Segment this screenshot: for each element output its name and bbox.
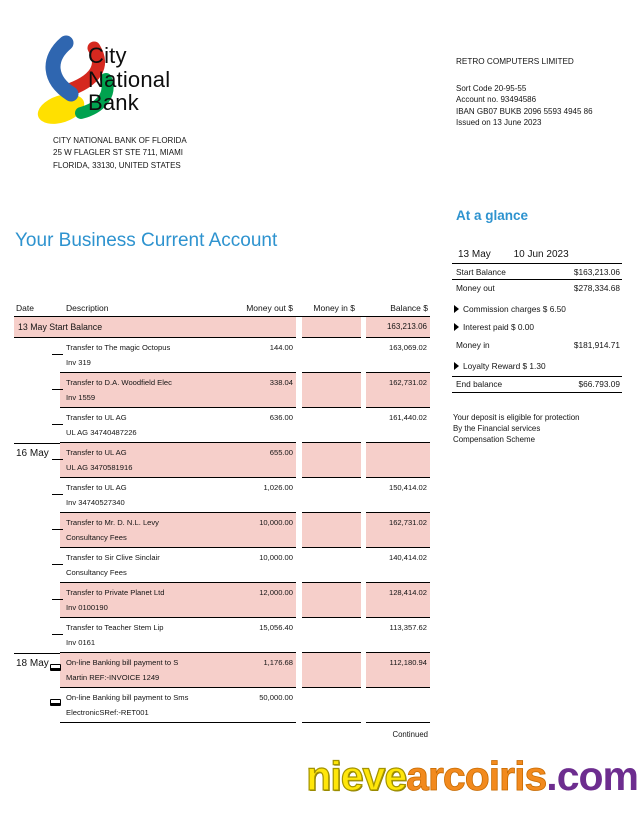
transaction-money-out: 144.00	[269, 343, 293, 352]
issue-date: Issued on 13 June 2023	[456, 118, 542, 128]
transaction-money-in	[302, 373, 361, 408]
period-end: 10 Jun 2023	[513, 249, 569, 260]
deposit-protection-note	[453, 413, 579, 446]
transaction-description-block	[60, 583, 296, 618]
transaction-description: Transfer to Teacher Stem Lip	[66, 623, 164, 632]
transaction-date	[14, 583, 60, 618]
money-out-label: Money out	[456, 282, 495, 293]
transaction-line1	[66, 693, 293, 702]
online-banking-computer-icon	[50, 699, 61, 706]
transaction-description: Transfer to UL AG	[66, 448, 127, 457]
glance-end-balance-row	[452, 376, 622, 393]
transaction-money-out: 12,000.00	[259, 588, 293, 597]
transactions-table	[14, 300, 430, 739]
transaction-money-in	[302, 653, 361, 688]
transaction-description-block	[60, 513, 296, 548]
bank-address-line: FLORIDA, 33130, UNITED STATES	[53, 160, 181, 170]
transaction-balance: 128,414.02	[366, 583, 430, 618]
end-balance-label: End balance	[456, 379, 503, 389]
money-out-value: $278,334.68	[573, 282, 620, 293]
page-title: Your Business Current Account	[15, 230, 278, 251]
transaction-money-in	[302, 583, 361, 618]
end-balance-value: $66.793.09	[578, 379, 620, 389]
transaction-date	[14, 618, 60, 653]
transaction-date	[14, 338, 60, 373]
protection-note-line: By the Financial services	[453, 423, 541, 433]
header-balance: Balance $	[390, 303, 428, 313]
transaction-description: On-line Banking bill payment to Sms	[66, 693, 189, 702]
transaction-balance: 162,731.02	[366, 513, 430, 548]
bank-address-line: CITY NATIONAL BANK OF FLORIDA	[53, 136, 187, 145]
transaction-description: Transfer to Sir Clive Sinclair	[66, 553, 160, 562]
transaction-balance: 112,180.94	[366, 653, 430, 688]
interest-paid-label: Interest paid $ 0.00	[463, 322, 535, 332]
start-money-in-cell	[302, 317, 361, 338]
iban: IBAN GB07 BUKB 2096 5593 4945 86	[456, 106, 593, 116]
watermark-com: .com	[546, 753, 638, 799]
transaction-dash-icon	[52, 634, 63, 635]
transaction-dash-icon	[52, 494, 63, 495]
watermark-nieve: nieve	[306, 753, 407, 799]
transaction-money-out: 338.04	[269, 378, 293, 387]
transaction-balance: 140,414.02	[366, 548, 430, 583]
transaction-description-block	[60, 548, 296, 583]
period-start: 13 May	[458, 249, 491, 260]
transaction-reference: Inv 34740527340	[66, 498, 125, 507]
transaction-money-in	[302, 688, 361, 723]
online-banking-computer-icon	[50, 664, 61, 671]
header-description: Description	[66, 303, 109, 313]
header-money-in: Money in $	[313, 303, 355, 313]
logo-line-1: City	[88, 43, 127, 68]
logo-line-2: National	[88, 66, 171, 92]
start-balance-row	[14, 317, 430, 338]
transactions-body	[14, 338, 430, 723]
transaction-money-out: 655.00	[269, 448, 293, 457]
transaction-date: 16 May	[14, 443, 60, 478]
glance-money-out-row	[452, 280, 622, 295]
transaction-balance: 113,357.62	[366, 618, 430, 653]
transaction-dash-icon	[52, 424, 63, 425]
transaction-dash-icon	[52, 599, 63, 600]
transaction-money-in	[302, 548, 361, 583]
account-number: Account no. 93494586	[456, 95, 537, 105]
statement-period	[452, 249, 622, 264]
transaction-description-block	[60, 688, 296, 723]
protection-note-line: Compensation Scheme	[453, 434, 536, 444]
transaction-money-in	[302, 478, 361, 513]
transaction-money-out: 636.00	[269, 413, 293, 422]
transaction-balance: 163,069.02	[366, 338, 430, 373]
transaction-date	[14, 513, 60, 548]
transaction-money-in	[302, 618, 361, 653]
transaction-money-out: 50,000.00	[259, 693, 293, 702]
transaction-description-block	[60, 618, 296, 653]
start-balance-bar: 13 May Start Balance	[14, 317, 296, 338]
glance-loyalty-row	[454, 361, 622, 371]
transaction-money-in	[302, 443, 361, 478]
money-in-label: Money in	[456, 339, 490, 350]
transaction-description: On-line Banking bill payment to S	[66, 658, 179, 667]
glance-commission-row	[454, 304, 622, 314]
transaction-balance: 161,440.02	[366, 408, 430, 443]
transaction-line1	[66, 623, 293, 632]
transaction-money-out: 10,000.00	[259, 553, 293, 562]
transaction-reference: Inv 319	[66, 358, 91, 367]
at-a-glance-panel	[452, 208, 622, 393]
protection-note-line: Your deposit is eligible for protection	[453, 413, 580, 422]
transaction-description-block	[60, 338, 296, 373]
header-money-out: Money out $	[246, 303, 293, 313]
transaction-line1	[66, 413, 293, 422]
transaction-description-block	[60, 408, 296, 443]
transaction-reference: Inv 0161	[66, 638, 96, 647]
bank-address	[53, 135, 187, 172]
transaction-line1	[66, 378, 293, 387]
transaction-reference: Martin REF:-INVOICE 1249	[66, 673, 160, 682]
transaction-description-block	[60, 478, 296, 513]
header-description-moneyout	[60, 300, 296, 316]
transaction-description-block	[60, 373, 296, 408]
transaction-description: Transfer to D.A. Woodfield Elec	[66, 378, 172, 387]
transaction-money-out: 1,176.68	[263, 658, 293, 667]
bank-logo-wordmark	[88, 44, 170, 115]
sort-code: Sort Code 20-95-55	[456, 84, 527, 93]
glance-money-in-row	[452, 337, 622, 352]
transaction-reference: UL AG 3470581916	[66, 463, 133, 472]
loyalty-reward-label: Loyalty Reward $ 1.30	[463, 360, 546, 371]
transaction-money-out: 15,056.40	[259, 623, 293, 632]
transaction-dash-icon	[52, 529, 63, 530]
transaction-reference: Inv 0100190	[66, 603, 108, 612]
commission-charges-label: Commission charges $ 6.50	[463, 303, 566, 314]
account-holder-name: RETRO COMPUTERS LIMITED	[456, 57, 574, 66]
transaction-dash-icon	[52, 354, 63, 355]
transaction-reference: UL AG 34740487226	[66, 428, 137, 437]
transaction-date	[14, 478, 60, 513]
transaction-date	[14, 373, 60, 408]
table-header-row	[14, 300, 430, 317]
transaction-balance: 162,731.02	[366, 373, 430, 408]
transaction-line1	[66, 483, 293, 492]
transaction-description: Transfer to Private Planet Ltd	[66, 588, 165, 597]
triangle-bullet-icon	[454, 362, 459, 370]
transaction-money-in	[302, 338, 361, 373]
at-a-glance-title: At a glance	[456, 208, 529, 223]
transaction-date	[14, 408, 60, 443]
transaction-line1	[66, 448, 293, 457]
transaction-money-out: 1,026.00	[263, 483, 293, 492]
money-in-value: $181,914.71	[573, 339, 620, 350]
transaction-money-in	[302, 408, 361, 443]
header-date: Date	[16, 303, 34, 313]
transaction-reference: ElectronicSRef:-RET001	[66, 708, 149, 717]
triangle-bullet-icon	[454, 323, 459, 331]
transaction-description: Transfer to The magic Octopus	[66, 343, 171, 352]
transaction-balance: 150,414.02	[366, 478, 430, 513]
watermark-arcoiris: arcoiris	[406, 753, 547, 799]
transaction-line1	[66, 518, 293, 527]
transaction-money-in	[302, 513, 361, 548]
transaction-line1	[66, 658, 293, 667]
transaction-date	[14, 548, 60, 583]
transaction-date: 18 May	[14, 653, 60, 688]
transaction-dash-icon	[52, 564, 63, 565]
transaction-money-out: 10,000.00	[259, 518, 293, 527]
start-balance-cell: 163,213.06	[366, 317, 430, 338]
transaction-reference: Consultancy Fees	[66, 533, 127, 542]
transaction-description: Transfer to UL AG	[66, 483, 127, 492]
transaction-balance	[366, 443, 430, 478]
transaction-line1	[66, 343, 293, 352]
bank-address-line: 25 W FLAGLER ST STE 711, MIAMI	[53, 148, 183, 158]
transaction-dash-icon	[52, 389, 63, 390]
start-balance-value: $163,213.06	[573, 266, 620, 277]
account-details	[456, 83, 593, 129]
transaction-description: Transfer to UL AG	[66, 413, 127, 422]
transaction-description-block	[60, 443, 296, 478]
continued-label: Continued	[392, 730, 428, 739]
transaction-description: Transfer to Mr. D. N.L. Levy	[66, 518, 159, 527]
glance-start-balance-row	[452, 264, 622, 280]
transaction-line1	[66, 553, 293, 562]
transaction-balance	[366, 688, 430, 723]
transaction-dash-icon	[52, 459, 63, 460]
transaction-description-block	[60, 653, 296, 688]
transaction-line1	[66, 588, 293, 597]
glance-interest-row	[454, 322, 622, 332]
transaction-reference: Inv 1559	[66, 393, 96, 402]
start-balance-label: Start Balance	[456, 266, 506, 277]
watermark	[306, 753, 638, 800]
triangle-bullet-icon	[454, 305, 459, 313]
logo-line-3: Bank	[88, 90, 139, 115]
transaction-reference: Consultancy Fees	[66, 568, 127, 577]
